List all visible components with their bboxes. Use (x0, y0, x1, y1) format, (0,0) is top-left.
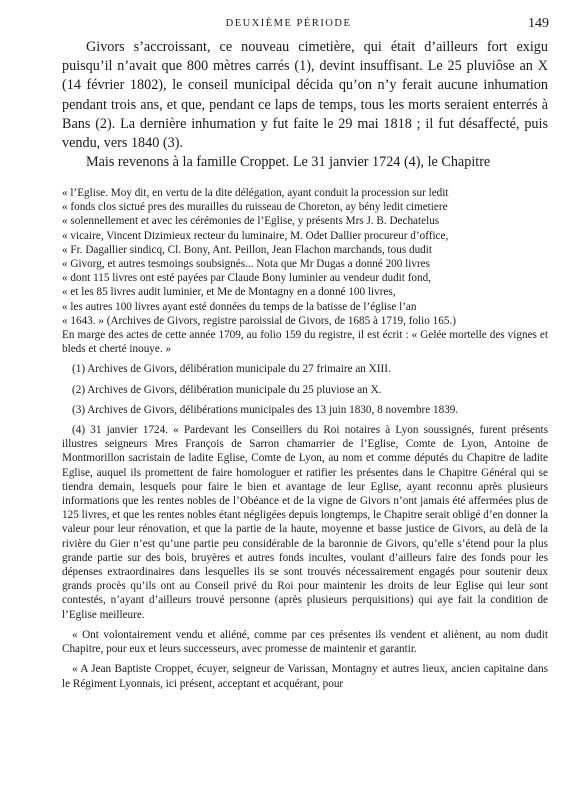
quote-line: « 1643. » (Archives de Givors, registre paroissial de Givors, de 1685 à 1719, folio 165.) (62, 314, 456, 327)
margin-note: En marge des actes de cette année 1709, au folio 159 du registre, il est écrit : « Gelée mortelle des vignes et bleds et cherté inouye. » (62, 329, 548, 356)
footnote-2: (2) Archives de Givors, délibération municipale du 25 pluviose an X. (72, 383, 382, 396)
footnotes (62, 186, 548, 691)
quote-line: « et les 85 livres audit luminier, et Me de Montagny en a donné 100 livres, (62, 286, 396, 299)
sale-paragraph: « Ont volontairement vendu et aliéné, comme par ces présentes ils vendent et aliènent, au nom dudit Chapitre, pour eux et leurs successeurs, avec promesse de maintenir et garantir. (62, 628, 548, 656)
quote-line: « fonds clos sictué pres des murailles du ruisseau de Choreton, ay bény ledit cimetiere (62, 201, 448, 214)
footnote-4: (4) 31 janvier 1724. « Pardevant les Conseillers du Roi notaires à Lyon soussignés, furent présents illustres seigneurs Mres François de Sarron chamarrier de l’Eglise, Comte de Lyon, Antoine de Montmorillon sacristain de ladite Eglise, Comte de Lyon, au nom et comme députés du Chapitre de ladite Eglise, auquel ils promettent de faire homologuer et ratifier les présentes dans le Chapitre Général qui se tiendra demain, lesquels pour faire le bien et avantage de leur Eglise, ayant reconnu après plusieurs informations que les rentes nobles de l’Obéance et de la vigne de Givors n’ont jamais été affermées plus de 125 livres, et que les rentes nobles étant négligées depuis longtemps, le Chapitre serait obligé d’en donner la valeur pour leur rénovation, et que la partie de la haute, moyenne et basse justice de Givors, au delà de la rivière du Gier n’est qu’une partie peu considérable de la baronnie de Givors, qu’elle s’étend pour la plus grande partie sur des bois, bruyères et autres fonds incultes, voulant d’ailleurs faire des fonds pour les dépenses extraordinaires dans lesquelles ils se sont trouvés nécessairement engagés pour soutenir deux grands procès qu’ils ont au Conseil privé du Roi pour maintenir les droits de leur Eglise qui leur sont contestés, n’ayant d’ailleurs trouvé personne (après plusieurs perquisitions) qui aye fait la condition de l’Eglise meilleure. (62, 424, 548, 621)
page-header (0, 14, 577, 32)
quote-line: « les autres 100 livres ayant esté données du temps de la batisse de l’église l’an (62, 300, 417, 313)
quote-line: « vicaire, Vincent Dizimieux recteur du luminaire, M. Odet Dallier procureur d’office, (62, 229, 449, 242)
main-paragraph: Givors s’accroissant, ce nouveau cimetière, qui était d’ailleurs fort exigu puisqu’il n’avait que 800 mètres carrés (1), devint insuffisant. Le 25 pluviôse an X (14 février 1802), le conseil municipal décida qu’on n’y ferait aucune inhumation pendant trois ans, et que, pendant ce laps de temps, tous les morts seraient enterrés à Bans (2). La dernière inhumation y fut faite le 29 mai 1818 ; il fut désaffecté, puis vendu, vers 1840 (3). (62, 39, 548, 152)
running-title: DEUXIÈME PÉRIODE (225, 18, 352, 29)
buyer-paragraph: « A Jean Baptiste Croppet, écuyer, seigneur de Varissan, Montagny et autres lieux, ancien capitaine dans le Régiment Lyonnais, ici présent, acceptant et acquérant, pour (62, 663, 548, 690)
quote-line: « dont 115 livres ont esté payées par Claude Bony luminier au vendeur dudit fond, (62, 272, 432, 285)
main-paragraph: Mais revenons à la famille Croppet. Le 31 janvier 1724 (4), le Chapitre (86, 154, 491, 171)
quote-line: « Fr. Dagallier sindicq, Cl. Bony, Ant. Peillon, Jean Flachon marchands, tous dudit (62, 243, 432, 256)
quote-line: « solennellement et avec les cérémonies de l’Eglise, y présents Mrs J. B. Dechatelus (62, 215, 440, 228)
footnote-1: (1) Archives de Givors, délibération municipale du 27 frimaire an XIII. (72, 363, 391, 376)
footnote-3: (3) Archives de Givors, délibérations municipales des 13 juin 1830, 8 novembre 1839. (72, 403, 459, 416)
quote-line: « l’Eglise. Moy dit, en vertu de la dite délégation, ayant conduit la procession sur ledit (62, 187, 449, 199)
main-text (62, 38, 548, 172)
quote-line: « Givorg, et autres tesmoings soubsignés... Nota que Mr Dugas a donné 200 livres (62, 258, 430, 271)
page-number: 149 (528, 16, 549, 31)
